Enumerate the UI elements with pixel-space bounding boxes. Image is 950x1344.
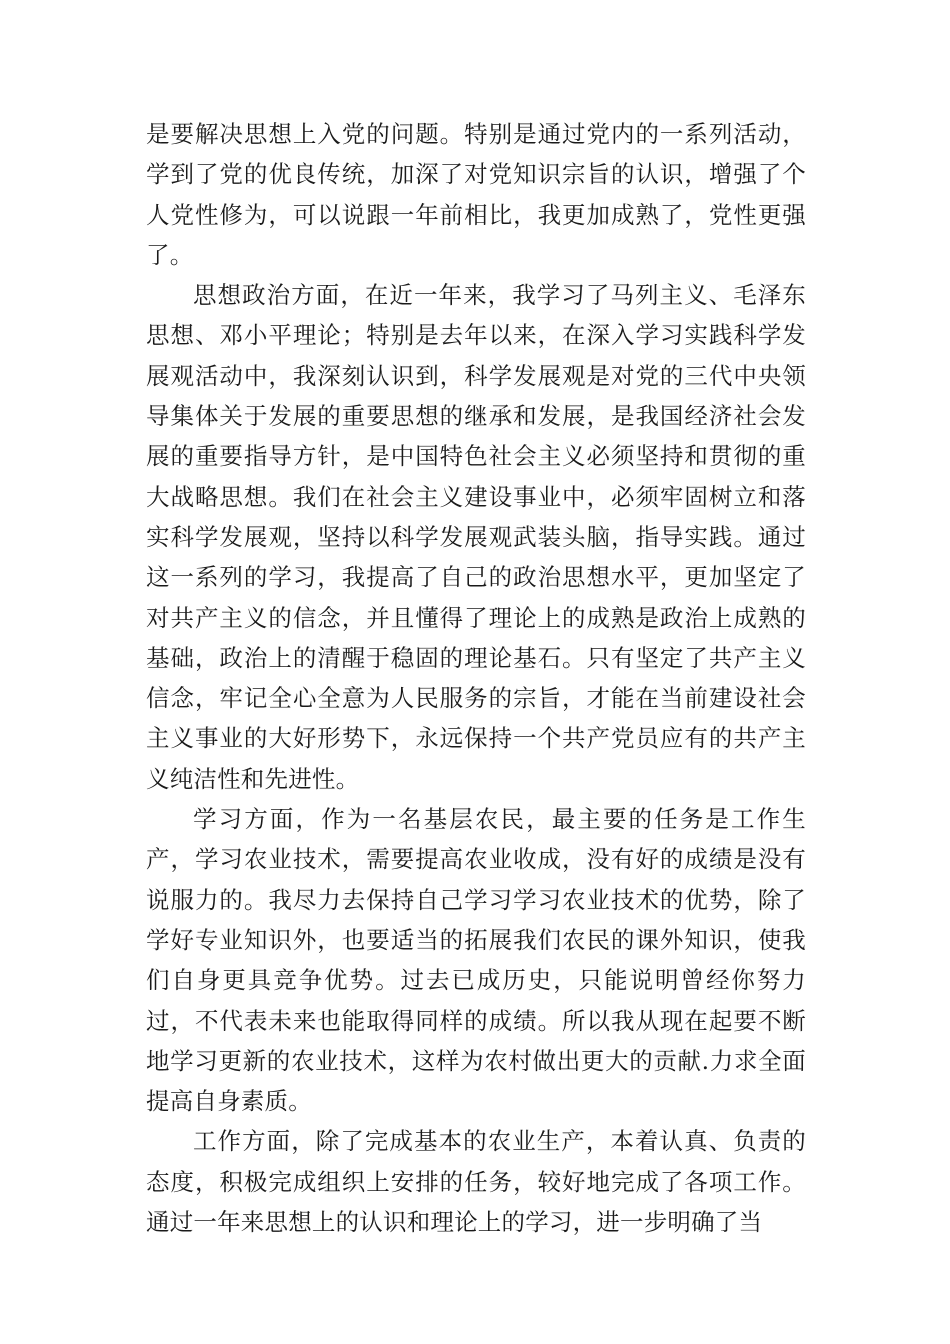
paragraph-work: 工作方面，除了完成基本的农业生产，本着认真、负责的态度，积极完成组织上安排的任务，较好地完成了各项工作。通过一年来思想上的认识和理论上的学习，进一步明确了当 — [146, 1127, 806, 1237]
paragraph-political-thought: 思想政治方面，在近一年来，我学习了马列主义、毛泽东思想、邓小平理论；特别是去年以来，在深入学习实践科学发展观活动中，我深刻认识到，科学发展观是对党的三代中央领导集体关于发展的重要思想的继承和发展，是我国经济社会发展的重要指导方针，是中国特色社会主义必须坚持和贯彻的重大战略思想。我们在社会主义建设事业中，必须牢固树立和落实科学发展观，坚持以科学发展观武装头脑，指导实践。通过这一系列的学习，我提高了自己的政治思想水平，更加坚定了对共产主义的信念，并且懂得了理论上的成熟是政治上成熟的基础，政治上的清醒于稳固的理论基石。只有坚定了共产主义信念，牢记全心全意为人民服务的宗旨，才能在当前建设社会主义事业的大好形势下，永远保持一个共产党员应有的共产主义纯洁性和先进性。 — [146, 281, 806, 793]
paragraph-study: 学习方面，作为一名基层农民，最主要的任务是工作生产，学习农业技术，需要提高农业收成，没有好的成绩是没有说服力的。我尽力去保持自己学习学习农业技术的优势，除了学好专业知识外，也要适当的拓展我们农民的课外知识，使我们自身更具竞争优势。过去已成历史，只能说明曾经你努力过，不代表未来也能取得同样的成绩。所以我从现在起要不断地学习更新的农业技术，这样为农村做出更大的贡献.力求全面提高自身素质。 — [146, 805, 806, 1116]
document-body — [146, 114, 806, 1242]
paragraph-continuation: 是要解决思想上入党的问题。特别是通过党内的一系列活动，学到了党的优良传统，加深了对党知识宗旨的认识，增强了个人党性修为，可以说跟一年前相比，我更加成熟了，党性更强了。 — [146, 120, 806, 269]
